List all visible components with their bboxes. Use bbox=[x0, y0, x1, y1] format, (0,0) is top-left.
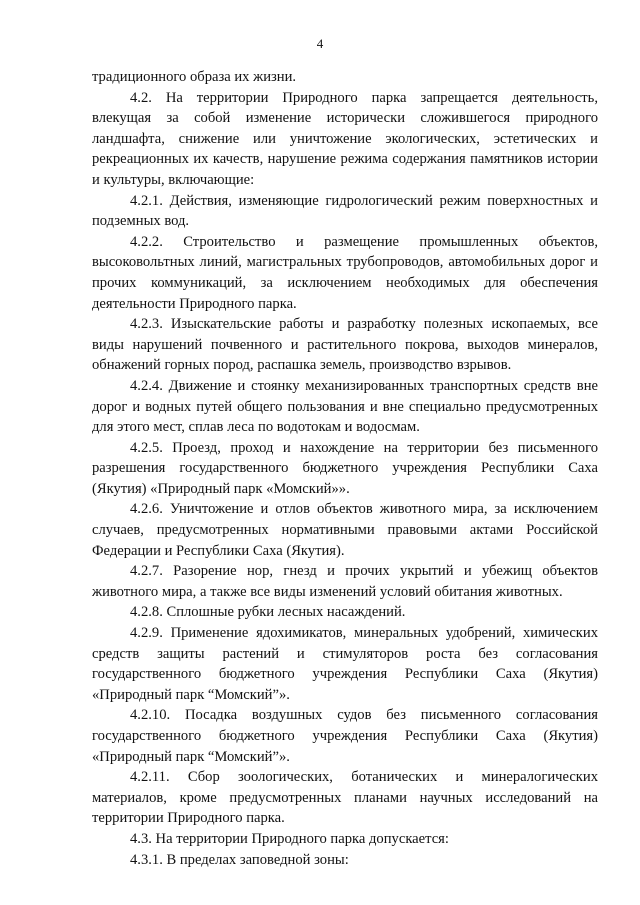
paragraph-4-2-9: 4.2.9. Применение ядохимикатов, минеральных удобрений, химических средств защиты растений и стимуляторов роста без согласования государственного бюджетного учреждения Республики Саха (Якутия) «Природный парк “Момский”». bbox=[92, 625, 598, 703]
paragraph-4-2-8: 4.2.8. Сплошные рубки лесных насаждений. bbox=[130, 604, 406, 621]
paragraph-4-2-1: 4.2.1. Действия, изменяющие гидрологический режим поверхностных и подземных вод. bbox=[92, 192, 598, 230]
paragraph-4-2-6: 4.2.6. Уничтожение и отлов объектов животного мира, за исключением случаев, предусмотренных нормативными правовыми актами Российской Федерации и Республики Саха (Якутия). bbox=[92, 501, 598, 559]
paragraph-4-2-10: 4.2.10. Посадка воздушных судов без письменного согласования государственного бюджетного учреждения Республики Саха (Якутия) «Природный парк “Момский”». bbox=[92, 707, 598, 765]
paragraph-4-3: 4.3. На территории Природного парка допускается: bbox=[130, 830, 449, 847]
paragraph-4-2-5: 4.2.5. Проезд, проход и нахождение на территории без письменного разрешения государственного бюджетного учреждения Республики Саха (Якутия) «Природный парк «Момский»». bbox=[92, 439, 598, 497]
paragraph-4-2-3: 4.2.3. Изыскательские работы и разработку полезных ископаемых, все виды нарушений почвенного и растительного покрова, выходов минералов, обнажений горных пород, распашка земель, производство взрывов. bbox=[92, 316, 598, 374]
paragraph-continuation: традиционного образа их жизни. bbox=[92, 69, 297, 85]
paragraph-4-2: 4.2. На территории Природного парка запрещается деятельность, влекущая за собой изменение исторически сложившегося природного ландшафта, снижение или уничтожение экологических, эстетических и рекреационных их качеств, нарушение режима содержания памятников истории и культуры, включающие: bbox=[92, 89, 598, 188]
page-number: 4 bbox=[316, 36, 324, 51]
paragraph-4-2-11: 4.2.11. Сбор зоологических, ботанических и минералогических материалов, кроме предусмотренных планами научных исследований на территории Природного парка. bbox=[92, 769, 598, 827]
paragraph-4-2-7: 4.2.7. Разорение нор, гнезд и прочих укрытий и убежищ объектов животного мира, а также все виды изменений условий обитания животных. bbox=[92, 563, 598, 600]
paragraph-4-2-4: 4.2.4. Движение и стоянку механизированных транспортных средств вне дорог и водных путей общего пользования и вне специально предусмотренных для этого мест, сплав леса по водотокам и водосмам. bbox=[92, 377, 598, 436]
paragraph-4-2-2: 4.2.2. Строительство и размещение промышленных объектов, высоковольтных линий, магистральных трубопроводов, автомобильных дорог и прочих коммуникаций, за исключением необходимых для обеспечения деятельности Природного парка. bbox=[92, 233, 598, 312]
paragraph-4-3-1: 4.3.1. В пределах заповедной зоны: bbox=[130, 851, 349, 868]
document-body bbox=[92, 67, 598, 870]
